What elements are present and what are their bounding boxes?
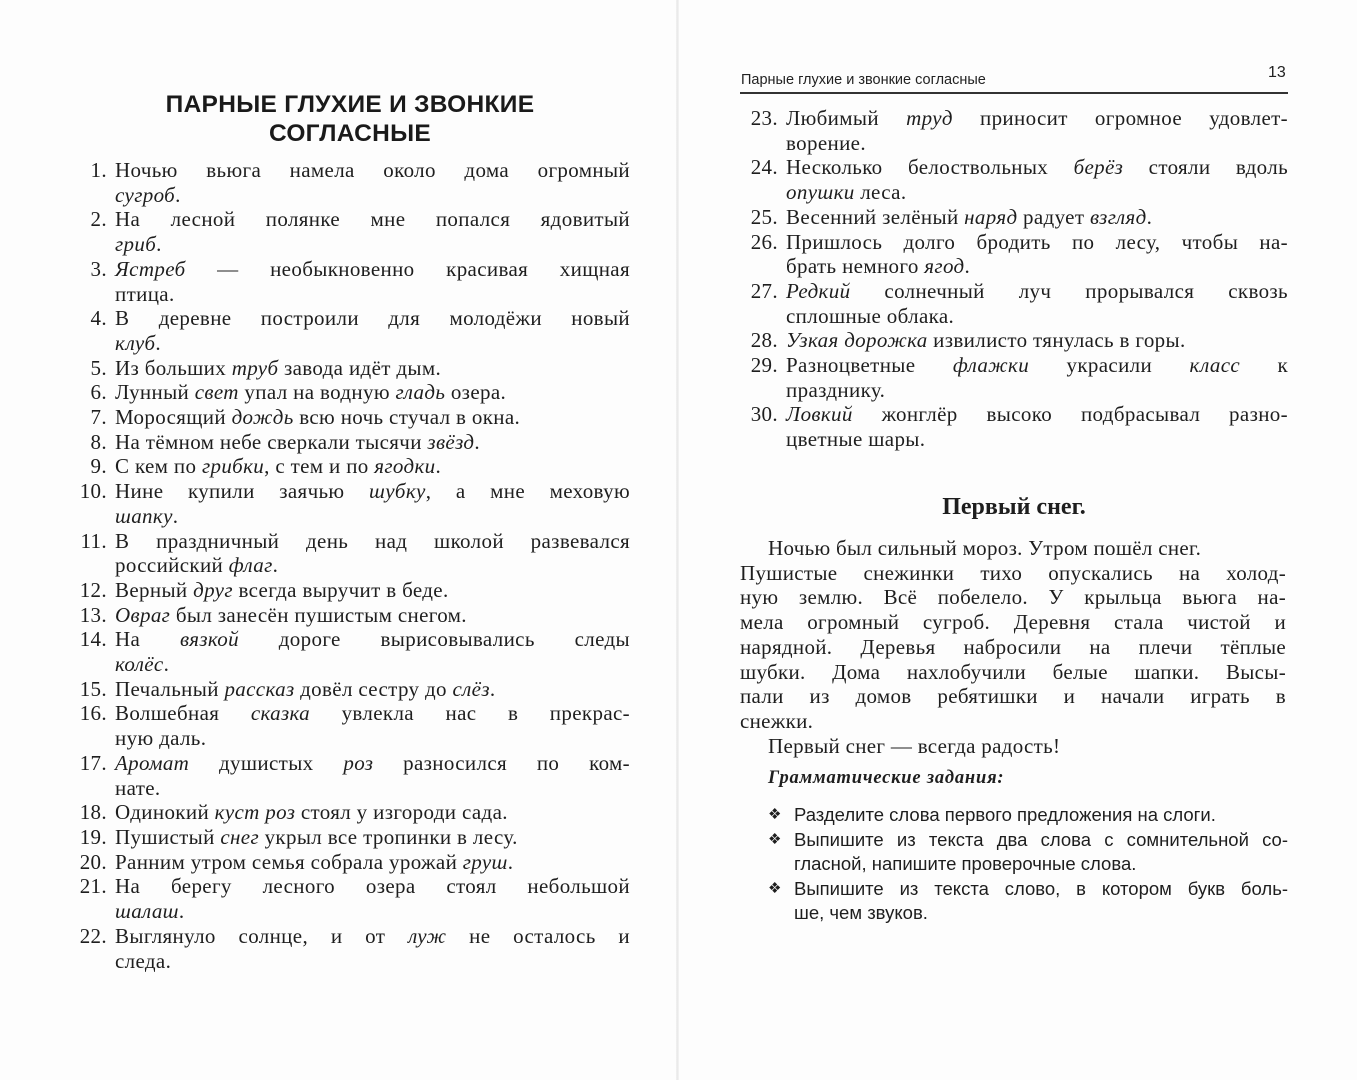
- text-segment: Пришлось долго бродить по лесу, чтобы на-: [786, 229, 1288, 254]
- highlighted-word: флажки: [952, 353, 1030, 378]
- text-segment: .: [507, 849, 514, 874]
- list-item: [740, 205, 1288, 230]
- highlighted-word: Аромат: [115, 750, 190, 775]
- text-segment: Из больших: [115, 355, 232, 380]
- text-segment: жонглёр высоко подбрасывал разно-: [852, 402, 1288, 427]
- item-number: 8.: [90, 429, 107, 454]
- text-segment: В деревне построили для молодёжи новый: [115, 306, 630, 331]
- item-line: [115, 949, 630, 974]
- highlighted-word: Ловкий: [786, 402, 853, 427]
- story-line: Первый снег — всегда радость!: [768, 733, 1061, 758]
- item-line: [115, 257, 630, 282]
- item-line: [786, 205, 1288, 230]
- text-segment: дороге вырисовывались следы: [238, 627, 630, 652]
- item-number: 11.: [80, 528, 107, 553]
- highlighted-word: куст роз: [214, 800, 296, 825]
- item-number: 19.: [79, 824, 107, 849]
- text-segment: Пушистый: [115, 824, 221, 849]
- text-segment: — необыкновенно красивая хищная: [185, 256, 630, 281]
- item-number: 4.: [90, 306, 107, 331]
- item-number: 5.: [90, 355, 107, 380]
- item-number: 15.: [79, 676, 107, 701]
- story-line: шубки. Дома нахлобучили белые шапки. Высы-: [740, 659, 1286, 684]
- highlighted-word: луж: [408, 923, 447, 948]
- text-segment: приносит огромное удовлет-: [952, 106, 1288, 130]
- item-number: 18.: [79, 800, 107, 825]
- item-line: [115, 331, 630, 356]
- task-line: Разделите слова первого предложения на слоги.: [794, 804, 1216, 825]
- list-item: [62, 207, 630, 256]
- text-segment: На лесной полянке мне попался ядовитый: [115, 207, 630, 232]
- story-line: мела огромный сугроб. Деревня стала чистой и: [740, 610, 1286, 635]
- tasks-heading: Грамматические задания:: [768, 768, 1005, 788]
- item-line: [115, 405, 630, 430]
- diamond-bullet-icon: ❖: [768, 830, 782, 848]
- task-line: ше, чем звуков.: [794, 902, 928, 923]
- text-segment: следа.: [115, 948, 172, 973]
- text-segment: всю ночь стучал в окна.: [293, 405, 521, 430]
- item-line: [115, 899, 630, 924]
- list-item: [740, 106, 1288, 155]
- list-item: [62, 924, 630, 973]
- task-item: [768, 803, 1288, 828]
- highlighted-word: взгляд: [1089, 204, 1147, 229]
- highlighted-word: друг: [193, 577, 233, 602]
- text-segment: На: [115, 627, 181, 652]
- exercise-list-left: [62, 158, 630, 973]
- list-item: [62, 874, 630, 923]
- text-segment: душистых: [189, 750, 344, 775]
- highlighted-word: Ястреб: [115, 256, 186, 281]
- text-segment: радует: [1017, 204, 1090, 229]
- task-line: гласной, напишите проверочные слова.: [794, 853, 1137, 874]
- text-segment: Лунный: [115, 380, 195, 405]
- item-number: 30.: [750, 402, 778, 427]
- running-head: Парные глухие и звонкие согласные: [741, 72, 986, 88]
- text-segment: довёл сестру до: [294, 676, 453, 701]
- list-item: [740, 155, 1288, 204]
- item-line: [786, 106, 1288, 131]
- text-segment: Любимый: [786, 106, 907, 130]
- text-segment: Ранним утром семья собрала урожай: [115, 849, 463, 874]
- item-number: 28.: [750, 328, 778, 353]
- highlighted-word: слёз: [452, 676, 490, 701]
- text-segment: сплошные облака.: [786, 303, 955, 328]
- item-line: [786, 155, 1288, 180]
- text-segment: завода идёт дым.: [278, 355, 442, 380]
- task-line: Выпишите из текста слово, в котором букв боль-: [794, 877, 1288, 899]
- item-number: 6.: [90, 380, 107, 405]
- item-number: 24.: [750, 155, 778, 180]
- item-line: [115, 874, 630, 899]
- item-number: 14.: [79, 627, 107, 652]
- story-line: пали из домов ребятишки и начали играть в: [740, 684, 1286, 709]
- item-number: 10.: [79, 479, 107, 504]
- tasks-list: [768, 803, 1288, 926]
- item-line: [115, 232, 630, 257]
- list-item: [62, 454, 630, 479]
- highlighted-word: гриб: [115, 232, 157, 257]
- highlighted-word: берёз: [1073, 155, 1124, 180]
- item-line: [115, 924, 630, 949]
- highlighted-word: груш: [462, 849, 508, 874]
- item-line: [115, 800, 630, 825]
- highlighted-word: опушки: [786, 180, 855, 205]
- highlighted-word: класс: [1189, 353, 1241, 378]
- item-line: [115, 850, 630, 875]
- list-item: [740, 279, 1288, 328]
- text-segment: упал на водную: [238, 380, 396, 405]
- text-segment: цветные шары.: [786, 427, 926, 452]
- text-segment: всегда выручит в беде.: [232, 577, 449, 602]
- story-text: [740, 536, 1286, 758]
- page-number: 13: [1268, 64, 1286, 81]
- text-segment: российский: [115, 553, 229, 578]
- highlighted-word: шалаш: [115, 899, 179, 924]
- highlighted-word: Овраг: [115, 602, 171, 627]
- text-segment: Моросящий: [115, 405, 232, 430]
- title-line-1: ПАРНЫЕ ГЛУХИЕ И ЗВОНКИЕ: [165, 91, 535, 118]
- item-line: [786, 230, 1288, 255]
- text-segment: нате.: [115, 775, 161, 800]
- text-segment: не осталось и: [446, 923, 630, 948]
- item-number: 20.: [79, 849, 107, 874]
- highlighted-word: клуб: [115, 330, 156, 355]
- text-segment: Весенний зелёный: [786, 204, 965, 229]
- text-segment: озера.: [445, 380, 507, 405]
- text-segment: .: [155, 330, 162, 355]
- item-line: [115, 207, 630, 232]
- text-segment: Выглянуло солнце, и от: [115, 923, 409, 948]
- item-line: [115, 158, 630, 183]
- item-line: [115, 282, 630, 307]
- item-line: [786, 353, 1288, 378]
- text-segment: В праздничный день над школой развевался: [115, 528, 630, 553]
- highlighted-word: сугроб: [115, 182, 176, 207]
- text-segment: стоял у изгороди сада.: [295, 800, 508, 825]
- story-line: Ночью был сильный мороз. Утром пошёл снег.: [768, 536, 1202, 560]
- item-number: 29.: [750, 353, 778, 378]
- item-line: [115, 306, 630, 331]
- text-segment: к: [1240, 353, 1288, 378]
- list-item: [740, 328, 1288, 353]
- task-line: Выпишите из текста два слова с сомнительной со-: [794, 828, 1288, 850]
- list-item: [62, 603, 630, 628]
- text-segment: .: [964, 254, 971, 279]
- list-item: [62, 701, 630, 750]
- text-segment: На тёмном небе сверкали тысячи: [115, 429, 428, 454]
- item-line: [115, 183, 630, 208]
- item-line: [115, 479, 630, 504]
- item-line: [115, 430, 630, 455]
- text-segment: .: [435, 454, 442, 479]
- item-line: [115, 726, 630, 751]
- item-line: [115, 677, 630, 702]
- item-line: [786, 279, 1288, 304]
- text-segment: .: [175, 182, 181, 207]
- text-segment: извилисто тянулась в горы.: [927, 328, 1186, 353]
- item-number: 13.: [79, 602, 107, 627]
- text-segment: .: [489, 676, 496, 701]
- item-number: 1.: [90, 158, 107, 182]
- item-number: 27.: [750, 278, 778, 303]
- text-segment: Верный: [115, 577, 194, 602]
- text-segment: .: [1146, 204, 1153, 229]
- item-line: [115, 504, 630, 529]
- highlighted-word: наряд: [964, 204, 1018, 229]
- task-item: [768, 877, 1288, 926]
- list-item: [62, 257, 630, 306]
- list-item: [62, 677, 630, 702]
- text-segment: Ночью вьюга намела около дома огромный: [115, 158, 630, 182]
- highlighted-word: Редкий: [786, 278, 851, 303]
- item-line: [786, 131, 1288, 156]
- text-segment: Печальный: [115, 676, 225, 701]
- list-item: [62, 306, 630, 355]
- diamond-bullet-icon: ❖: [768, 806, 782, 823]
- highlighted-word: сказка: [250, 701, 311, 726]
- text-segment: , а мне меховую: [425, 479, 630, 504]
- item-line: [115, 529, 630, 554]
- item-line: [115, 553, 630, 578]
- item-line: [115, 578, 630, 603]
- item-number: 9.: [90, 454, 107, 479]
- list-item: [62, 627, 630, 676]
- page-title: [60, 90, 640, 148]
- list-item: [62, 825, 630, 850]
- highlighted-word: роз: [343, 750, 374, 775]
- text-segment: .: [163, 652, 170, 677]
- item-line: [115, 627, 630, 652]
- highlighted-word: ягодки: [374, 454, 436, 479]
- text-segment: солнечный луч прорывался сквозь: [850, 278, 1288, 303]
- story-title: Первый снег.: [942, 494, 1086, 520]
- item-line: [786, 328, 1288, 353]
- item-line: [786, 180, 1288, 205]
- text-segment: разносился по ком-: [373, 750, 631, 775]
- highlighted-word: шубку: [369, 479, 426, 504]
- highlighted-word: труд: [906, 106, 953, 130]
- item-line: [115, 776, 630, 801]
- header-rule: [740, 92, 1288, 94]
- list-item: [740, 402, 1288, 451]
- text-segment: .: [272, 553, 279, 578]
- highlighted-word: ягод: [924, 254, 965, 279]
- item-number: 23.: [750, 106, 778, 130]
- item-number: 7.: [90, 405, 107, 430]
- highlighted-word: рассказ: [224, 676, 295, 701]
- item-number: 3.: [90, 256, 107, 281]
- highlighted-word: снег: [220, 824, 259, 849]
- list-item: [740, 230, 1288, 279]
- text-segment: Несколько белоствольных: [786, 155, 1074, 180]
- highlighted-word: колёс: [115, 652, 164, 677]
- text-segment: .: [178, 899, 185, 924]
- item-line: [786, 402, 1288, 427]
- text-segment: леса.: [854, 180, 907, 205]
- left-page: [0, 0, 678, 1080]
- item-line: [786, 304, 1288, 329]
- list-item: [62, 405, 630, 430]
- list-item: [62, 380, 630, 405]
- text-segment: стояли вдоль: [1123, 155, 1288, 180]
- text-segment: птица.: [115, 281, 175, 306]
- highlighted-word: гладь: [395, 380, 446, 405]
- text-segment: Волшебная: [115, 701, 251, 726]
- text-segment: .: [156, 232, 162, 257]
- text-segment: украсили: [1029, 353, 1190, 378]
- diamond-bullet-icon: ❖: [768, 879, 782, 897]
- list-item: [740, 353, 1288, 402]
- title-line-2: СОГЛАСНЫЕ: [268, 120, 432, 147]
- highlighted-word: свет: [194, 380, 239, 405]
- item-line: [115, 825, 630, 850]
- text-segment: .: [172, 503, 179, 528]
- item-line: [115, 356, 630, 381]
- exercise-list-right: [740, 106, 1288, 452]
- highlighted-word: звёзд: [427, 429, 475, 454]
- item-line: [115, 454, 630, 479]
- item-number: 25.: [750, 204, 778, 229]
- text-segment: Одинокий: [115, 800, 215, 825]
- list-item: [62, 479, 630, 528]
- story-line: Пушистые снежинки тихо опускались на холод-: [740, 560, 1286, 585]
- item-line: [786, 427, 1288, 452]
- item-line: [115, 603, 630, 628]
- list-item: [62, 430, 630, 455]
- text-segment: .: [474, 429, 480, 454]
- item-number: 22.: [79, 923, 107, 948]
- text-segment: укрыл все тропинки в лесу.: [258, 824, 518, 849]
- list-item: [62, 751, 630, 800]
- list-item: [62, 158, 630, 207]
- text-segment: На берегу лесного озера стоял небольшой: [115, 874, 630, 899]
- item-line: [115, 380, 630, 405]
- text-segment: , с тем и по: [264, 454, 375, 479]
- list-item: [62, 578, 630, 603]
- list-item: [62, 850, 630, 875]
- story-line: нарядной. Деревья набросили на плечи тёплые: [740, 634, 1286, 659]
- highlighted-word: шапку: [115, 503, 173, 528]
- right-page: [678, 0, 1357, 1080]
- item-number: 16.: [79, 701, 107, 726]
- text-segment: увлекла нас в прекрас-: [310, 701, 631, 726]
- highlighted-word: вязкой: [180, 627, 239, 652]
- item-number: 2.: [90, 207, 107, 232]
- highlighted-word: грибки: [201, 454, 265, 479]
- text-segment: Нине купили заячью: [115, 479, 370, 504]
- highlighted-word: дождь: [231, 405, 294, 430]
- item-number: 17.: [79, 750, 107, 775]
- highlighted-word: Узкая дорожка: [786, 328, 928, 353]
- item-number: 21.: [79, 874, 107, 899]
- item-line: [786, 378, 1288, 403]
- story-line: ную землю. Всё побелело. У крыльца вьюга на-: [740, 585, 1286, 610]
- task-item: [768, 828, 1288, 877]
- item-line: [115, 751, 630, 776]
- text-segment: С кем по: [115, 454, 202, 479]
- item-line: [786, 254, 1288, 279]
- text-segment: ворение.: [786, 130, 866, 155]
- item-number: 26.: [750, 229, 778, 254]
- item-line: [115, 652, 630, 677]
- item-number: 12.: [79, 577, 107, 602]
- text-segment: брать немного: [786, 254, 925, 279]
- text-segment: празднику.: [786, 377, 886, 402]
- list-item: [62, 529, 630, 578]
- text-segment: Разноцветные: [786, 353, 953, 378]
- list-item: [62, 800, 630, 825]
- highlighted-word: флаг: [228, 553, 273, 578]
- story-line: снежки.: [740, 708, 814, 733]
- item-line: [115, 701, 630, 726]
- list-item: [62, 356, 630, 381]
- highlighted-word: труб: [231, 355, 279, 380]
- text-segment: был занесён пушистым снегом.: [170, 602, 467, 627]
- text-segment: ную даль.: [115, 726, 207, 751]
